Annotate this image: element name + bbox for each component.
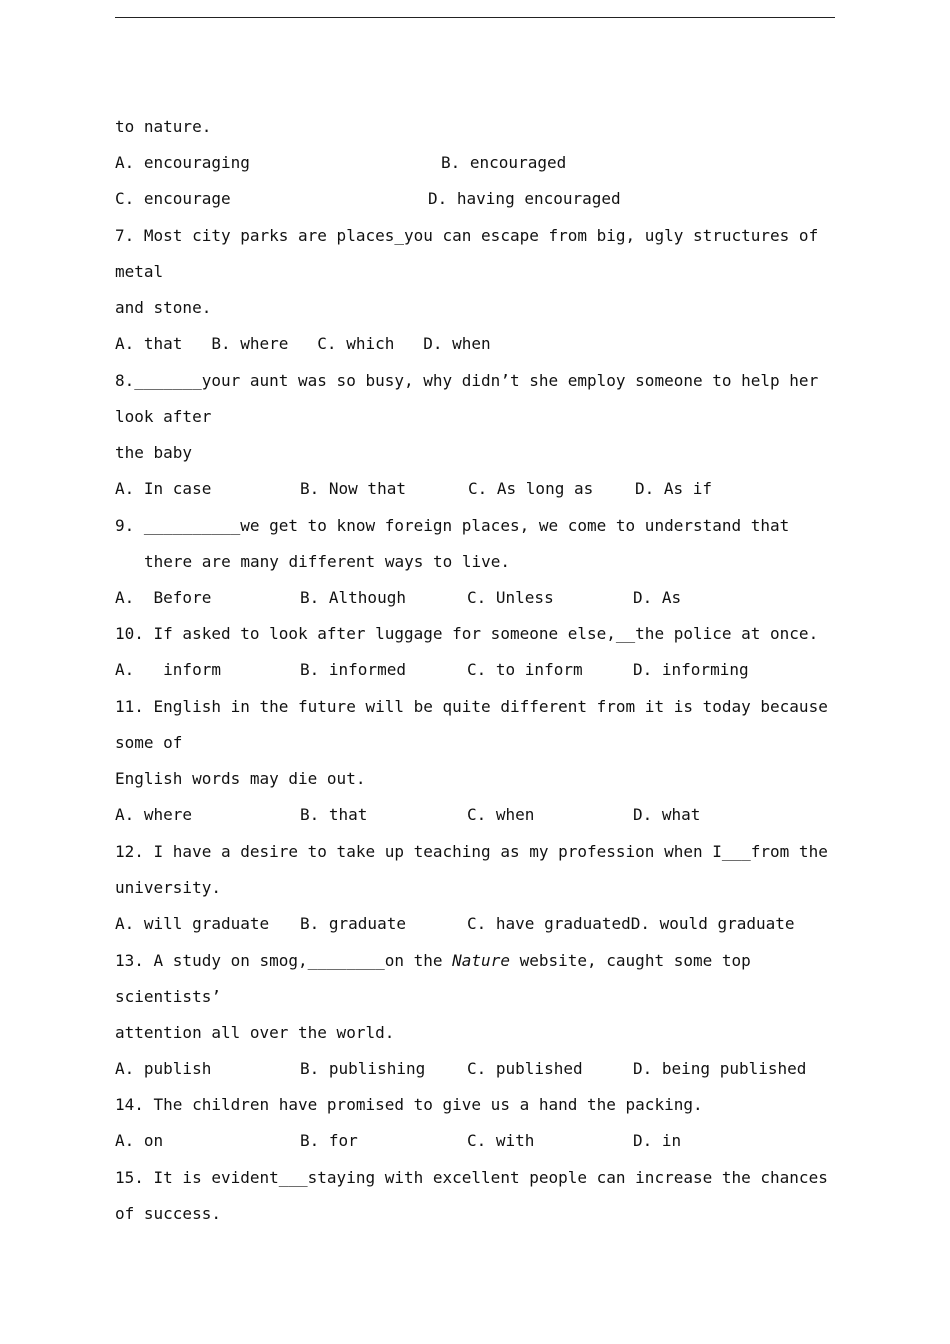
q6-option-c: C. encourage (115, 189, 231, 208)
q8-option-d: D. As if (635, 479, 713, 498)
q8-option-c: C. As long as (468, 479, 594, 498)
q11-line-2: some of (115, 733, 183, 752)
q9-line-2: there are many different ways to live. (144, 552, 511, 571)
q6-option-b: B. encouraged (441, 153, 567, 172)
q11-line-1: 11. English in the future will be quite different from it is today because (115, 697, 828, 716)
q14-option-c: C. with (467, 1131, 535, 1150)
q9-option-b: B. Although (300, 588, 406, 607)
q8-option-b: B. Now that (300, 479, 406, 498)
q13-line-2: scientists’ (115, 987, 221, 1006)
q7-line-1: 7. Most city parks are places_you can escape from big, ugly structures of (115, 226, 819, 245)
q9-option-c: C. Unless (467, 588, 554, 607)
q10-option-b: B. informed (300, 660, 406, 679)
q6-stem-end: to nature. (115, 117, 212, 136)
q14-option-d: D. in (633, 1131, 682, 1150)
q11-option-c: C. when (467, 805, 535, 824)
q12-option-a: A. will graduate (115, 914, 270, 933)
q15-line-2: of success. (115, 1204, 221, 1223)
q13-line-1 (115, 951, 751, 971)
q13-option-d: D. being published (633, 1059, 807, 1078)
q12-option-cd: C. have graduatedD. would graduate (467, 914, 795, 933)
q7-options: A. that B. where C. which D. when (115, 334, 491, 353)
q13-option-c: C. published (467, 1059, 583, 1078)
q9-option-d: D. As (633, 588, 682, 607)
q14-option-a: A. on (115, 1131, 164, 1150)
q12-line-1: 12. I have a desire to take up teaching as my profession when I___from the (115, 842, 828, 861)
q10-option-c: C. to inform (467, 660, 583, 679)
q12-option-b: B. graduate (300, 914, 406, 933)
q10-option-d: D. informing (633, 660, 749, 679)
q8-line-3: the baby (115, 443, 193, 462)
q12-line-2: university. (115, 878, 221, 897)
q14-line-1: 14. The children have promised to give us a hand the packing. (115, 1095, 703, 1114)
q10-option-a: A. inform (115, 660, 221, 679)
q9-option-a: A. Before (115, 588, 212, 607)
q6-option-d: D. having encouraged (428, 189, 621, 208)
q13-line-1-pre: 13. A study on smog,________on the (115, 951, 453, 970)
q13-line-1-post: website, caught some top (509, 951, 751, 970)
q8-line-2: look after (115, 407, 212, 426)
q13-journal-name: Nature (452, 951, 510, 970)
q13-line-3: attention all over the world. (115, 1023, 395, 1042)
q11-option-b: B. that (300, 805, 368, 824)
q8-option-a: A. In case (115, 479, 212, 498)
q7-line-2: metal (115, 262, 164, 281)
q14-option-b: B. for (300, 1131, 358, 1150)
q15-line-1: 15. It is evident___staying with excellent people can increase the chances (115, 1168, 828, 1187)
q11-option-d: D. what (633, 805, 701, 824)
q9-line-1: 9. __________we get to know foreign places, we come to understand that (115, 516, 790, 535)
q10-line-1: 10. If asked to look after luggage for someone else,__the police at once. (115, 624, 819, 643)
q7-line-3: and stone. (115, 298, 212, 317)
header-rule (115, 17, 835, 18)
q11-option-a: A. where (115, 805, 193, 824)
q8-line-1: 8._______your aunt was so busy, why didn’t she employ someone to help her (115, 371, 819, 390)
q13-option-b: B. publishing (300, 1059, 426, 1078)
q13-option-a: A. publish (115, 1059, 212, 1078)
q6-option-a: A. encouraging (115, 153, 250, 172)
q11-line-3: English words may die out. (115, 769, 366, 788)
